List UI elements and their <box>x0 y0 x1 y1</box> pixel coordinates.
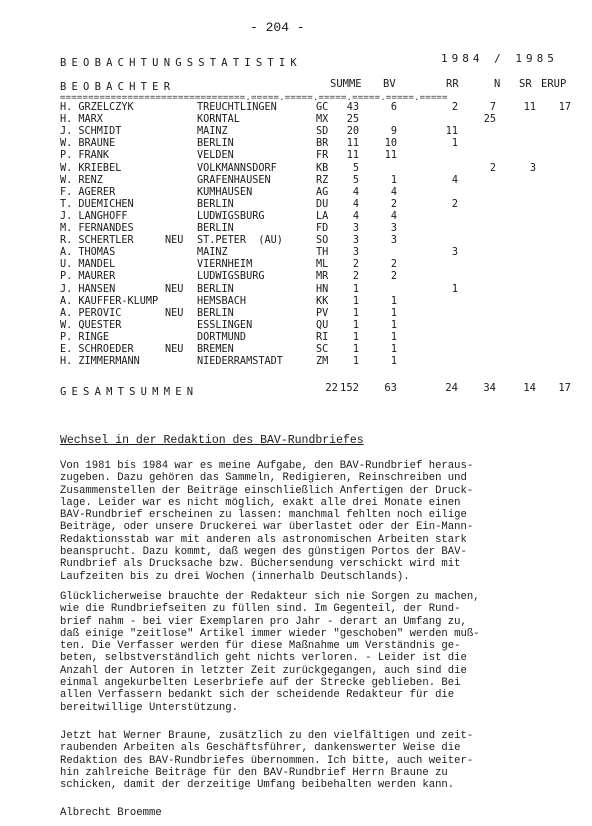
observer-name: T. DUEMICHEN <box>60 198 134 210</box>
text-line: Zusammenstellen der Beiträge einschließlich Anfertigen der Druck- <box>60 484 474 497</box>
cell-summe: 1 <box>352 344 359 355</box>
cell-summe: 5 <box>352 162 359 174</box>
observer-city: MAINZ <box>197 247 228 259</box>
new-marker: NEU <box>165 344 184 355</box>
paragraph-3 <box>60 730 538 791</box>
text-line: BAV-Rundbrief erscheinen zu lassen: manchmal fehlten noch eilige <box>60 509 467 522</box>
text-line: lage. Leider war es nicht möglich, exakt alle drei Monate einen <box>60 496 461 509</box>
table-row <box>0 271 592 283</box>
observer-code: QU <box>316 319 329 331</box>
observer-city: VELDEN <box>197 150 234 162</box>
totals-row <box>0 382 592 394</box>
cell-bv: 2 <box>390 198 397 210</box>
cell-bv: 1 <box>390 174 397 186</box>
table-row <box>0 332 592 344</box>
observer-code: SO <box>316 235 329 247</box>
observer-code: ML <box>316 259 329 271</box>
cell-bv: 6 <box>390 102 397 113</box>
table-row <box>0 223 592 235</box>
cell-summe: 3 <box>352 247 359 259</box>
cell-n: 25 <box>483 114 496 126</box>
table-row <box>0 114 592 126</box>
observer-name: J. HANSEN <box>60 283 116 295</box>
text-line: hin zahlreiche Beiträge für den BAV-Rundbrief Herrn Braune zu <box>60 766 448 779</box>
observer-code: KK <box>316 295 329 307</box>
observer-code: HN <box>316 283 329 295</box>
observer-city: TREUCHTLINGEN <box>197 102 277 113</box>
observer-name: P. MAURER <box>60 271 116 283</box>
table-row <box>0 296 592 308</box>
observer-code: AG <box>316 186 329 198</box>
column-header-sr: SR <box>519 78 532 90</box>
table-row <box>0 199 592 211</box>
text-line: einmal angekurbelten Leserbriefe auf der Strecke geblieben. Bei <box>60 677 461 690</box>
cell-bv: 9 <box>390 126 397 138</box>
observer-code: KB <box>316 162 329 174</box>
column-header-rr: RR <box>446 78 459 90</box>
totals-label: GESAMTSUMMEN <box>60 386 199 398</box>
text-line: wie die Rundbriefseiten zu füllen sind. Im Gegenteil, der Rund- <box>60 603 461 616</box>
text-line: raubenden Arbeiten als Geschäftsführer, dankenswerter Weise die <box>60 742 461 755</box>
cell-summe: 20 <box>346 126 359 138</box>
observer-name: U. MANDEL <box>60 259 116 271</box>
observer-name: H. GRZELCZYK <box>60 102 134 113</box>
text-line: Jetzt hat Werner Braune, zusätzlich zu den vielfältigen und zeit- <box>60 730 474 742</box>
observer-city: HEMSBACH <box>197 295 247 307</box>
statistics-title: BEOBACHTUNGSSTATISTIK <box>60 57 302 69</box>
observer-city: LUDWIGSBURG <box>197 271 265 283</box>
table-row <box>0 175 592 187</box>
cell-summe: 1 <box>352 295 359 307</box>
table-row <box>0 284 592 296</box>
table-row <box>0 235 592 247</box>
observer-city: BERLIN <box>197 198 234 210</box>
observer-code: RI <box>316 331 329 343</box>
text-line: Anzahl der Autoren in letzter Zeit zurückgegangen, auch sind die <box>60 664 467 677</box>
cell-summe: 3 <box>352 235 359 247</box>
totals-n: 34 <box>483 382 496 394</box>
observer-name: E. SCHROEDER <box>60 344 134 355</box>
cell-bv: 3 <box>390 223 397 234</box>
observer-city: VIERNHEIM <box>197 259 253 271</box>
observer-city: BERLIN <box>197 138 234 150</box>
observer-code: SD <box>316 126 329 138</box>
observer-name: A. PEROVIC <box>60 307 122 319</box>
table-row <box>0 150 592 162</box>
observer-code: MR <box>316 271 329 283</box>
observer-code: DU <box>316 198 329 210</box>
observer-city: GRAFENHAUSEN <box>197 174 271 186</box>
text-line: Von 1981 bis 1984 war es meine Aufgabe, den BAV-Rundbrief heraus- <box>60 460 474 472</box>
table-row <box>0 344 592 356</box>
column-header-summe: SUMME <box>330 78 362 90</box>
new-marker: NEU <box>165 307 184 319</box>
cell-sr: 3 <box>529 162 536 174</box>
observer-name: F. AGERER <box>60 186 116 198</box>
observer-name: M. FERNANDES <box>60 223 134 234</box>
totals-bv: 63 <box>384 382 397 394</box>
signature: Albrecht Broemme <box>60 807 162 819</box>
cell-summe: 1 <box>352 283 359 295</box>
text-line: bereitwillige Unterstützung. <box>60 701 239 714</box>
observer-city: KUMHAUSEN <box>197 186 253 198</box>
cell-summe: 4 <box>352 210 359 222</box>
text-line: Redaktionsstab war mit anderen als astronomischen Arbeiten stark <box>60 533 467 546</box>
cell-sr: 11 <box>523 102 536 113</box>
column-header-beobachter: BEOBACHTER <box>60 81 176 93</box>
cell-rr: 1 <box>451 283 458 295</box>
observer-name: J. LANGHOFF <box>60 210 128 222</box>
text-line: schicken, damit der derzeitige Umfang beibehalten werden kann. <box>60 779 455 792</box>
text-line: daß einige "zeitlose" Artikel immer wieder "geschoben" werden muß- <box>60 627 480 640</box>
observer-code: MX <box>316 114 329 126</box>
cell-bv: 1 <box>390 344 397 355</box>
cell-bv: 1 <box>390 331 397 343</box>
observer-name: A. KAUFFER-KLUMP <box>60 295 159 307</box>
cell-n: 7 <box>489 102 496 113</box>
observer-name: P. FRANK <box>60 150 110 162</box>
observer-city: BERLIN <box>197 307 234 319</box>
text-line: allen Verfassern bedankt sich der scheidende Redakteur für die <box>60 689 455 702</box>
text-line: beten, selbstverständlich geht nichts verloren. - Leider ist die <box>60 652 467 665</box>
observer-city: BERLIN <box>197 223 234 234</box>
column-header-erup: ERUP <box>541 78 567 90</box>
observer-code: GC <box>316 102 329 113</box>
column-header-bv: BV <box>383 78 396 90</box>
observer-code: TH <box>316 247 329 259</box>
observer-name: W. QUESTER <box>60 319 122 331</box>
cell-summe: 1 <box>352 356 359 368</box>
cell-bv: 1 <box>390 319 397 331</box>
section-heading: Wechsel in der Redaktion des BAV-Rundbriefes <box>60 434 364 447</box>
cell-bv: 1 <box>390 307 397 319</box>
cell-rr: 1 <box>451 138 458 150</box>
year-range: 1984 / 1985 <box>441 52 558 65</box>
observer-code: LA <box>316 210 329 222</box>
table-row <box>0 102 592 114</box>
observer-city: MAINZ <box>197 126 228 138</box>
table-row <box>0 320 592 332</box>
observer-code: RZ <box>316 174 329 186</box>
cell-summe: 5 <box>352 174 359 186</box>
observer-code: BR <box>316 138 329 150</box>
cell-summe: 11 <box>346 138 359 150</box>
cell-summe: 2 <box>352 259 359 271</box>
cell-n: 2 <box>489 162 496 174</box>
observer-city: KORNTAL <box>197 114 240 126</box>
cell-bv: 11 <box>384 150 397 162</box>
observer-code: FR <box>316 150 329 162</box>
observer-name: A. THOMAS <box>60 247 116 259</box>
text-line: ten. Die Verfasser werden für diese Maßnahme um Verständnis ge- <box>60 640 461 653</box>
text-line: zugeben. Dazu gehören das Sammeln, Redigieren, Reinschreiben und <box>60 472 467 485</box>
column-header-n: N <box>494 78 501 90</box>
table-row <box>0 259 592 271</box>
cell-summe: 1 <box>352 319 359 331</box>
cell-erup: 17 <box>558 102 571 113</box>
totals-rr: 24 <box>445 382 458 394</box>
observer-name: J. SCHMIDT <box>60 126 122 138</box>
cell-bv: 1 <box>390 356 397 368</box>
paragraph-2 <box>60 591 538 714</box>
observer-code: SC <box>316 344 329 355</box>
text-line: Glücklicherweise brauchte der Redakteur sich nie Sorgen zu machen, <box>60 591 480 603</box>
text-line: Rundbrief als Drucksache bzw. Büchersendung verschickt wird mit <box>60 558 461 571</box>
table-row <box>0 163 592 175</box>
cell-rr: 3 <box>451 247 458 259</box>
observer-name: P. RINGE <box>60 331 110 343</box>
observer-city: ESSLINGEN <box>197 319 253 331</box>
table-row <box>0 138 592 150</box>
observer-name: W. KRIEBEL <box>60 162 122 174</box>
observer-city: BERLIN <box>197 283 234 295</box>
table-row <box>0 247 592 259</box>
totals-erup: 17 <box>558 382 571 394</box>
table-row <box>0 211 592 223</box>
totals-summe: 152 <box>340 382 359 394</box>
observer-city: ST.PETER (AU) <box>197 235 283 247</box>
table-row <box>0 187 592 199</box>
observer-code: ZM <box>316 356 329 368</box>
new-marker: NEU <box>165 283 184 295</box>
paragraph-1 <box>60 460 538 583</box>
text-line: Laufzeiten bis zu drei Wochen (innerhalb Deutschlands). <box>60 570 410 583</box>
cell-bv: 4 <box>390 186 397 198</box>
cell-bv: 3 <box>390 235 397 247</box>
cell-summe: 25 <box>346 114 359 126</box>
page-number: - 204 - <box>250 20 305 35</box>
table-row <box>0 356 592 368</box>
cell-rr: 4 <box>451 174 458 186</box>
table-separator: =================================.=====.=====.=====.=====.=====.===== <box>60 93 448 103</box>
cell-summe: 43 <box>346 102 359 113</box>
cell-bv: 10 <box>384 138 397 150</box>
text-line: brief nahm - bei vier Exemplaren pro Jahr - derart an Umfang zu, <box>60 615 467 628</box>
observer-name: W. BRAUNE <box>60 138 116 150</box>
observer-code: FD <box>316 223 329 234</box>
cell-bv: 4 <box>390 210 397 222</box>
cell-summe: 1 <box>352 307 359 319</box>
cell-bv: 1 <box>390 295 397 307</box>
observer-city: DORTMUND <box>197 331 247 343</box>
text-line: Beiträge, oder unsere Druckerei war überlastet oder der Ein-Mann- <box>60 521 474 534</box>
cell-summe: 4 <box>352 186 359 198</box>
observer-city: VOLKMANNSDORF <box>197 162 277 174</box>
cell-rr: 2 <box>451 102 458 113</box>
totals-count: 22 <box>325 382 338 394</box>
table-row <box>0 126 592 138</box>
new-marker: NEU <box>165 235 184 247</box>
observer-name: R. SCHERTLER <box>60 235 134 247</box>
observer-city: LUDWIGSBURG <box>197 210 265 222</box>
cell-summe: 11 <box>346 150 359 162</box>
table-row <box>0 308 592 320</box>
cell-summe: 1 <box>352 331 359 343</box>
observer-city: BREMEN <box>197 344 234 355</box>
cell-summe: 3 <box>352 223 359 234</box>
observer-name: H. ZIMMERMANN <box>60 356 140 368</box>
cell-summe: 4 <box>352 198 359 210</box>
cell-rr: 2 <box>451 198 458 210</box>
observer-city: NIEDERRAMSTADT <box>197 356 283 368</box>
observer-name: W. RENZ <box>60 174 103 186</box>
text-line: beansprucht. Dazu kommt, daß wegen des günstigen Portos der BAV- <box>60 546 467 559</box>
cell-summe: 2 <box>352 271 359 283</box>
text-line: Redaktion des BAV-Rundbriefes übernommen. Ich bitte, auch weiter- <box>60 754 474 767</box>
observer-code: PV <box>316 307 329 319</box>
cell-bv: 2 <box>390 271 397 283</box>
cell-rr: 11 <box>445 126 458 138</box>
totals-sr: 14 <box>523 382 536 394</box>
observer-name: H. MARX <box>60 114 103 126</box>
cell-bv: 2 <box>390 259 397 271</box>
